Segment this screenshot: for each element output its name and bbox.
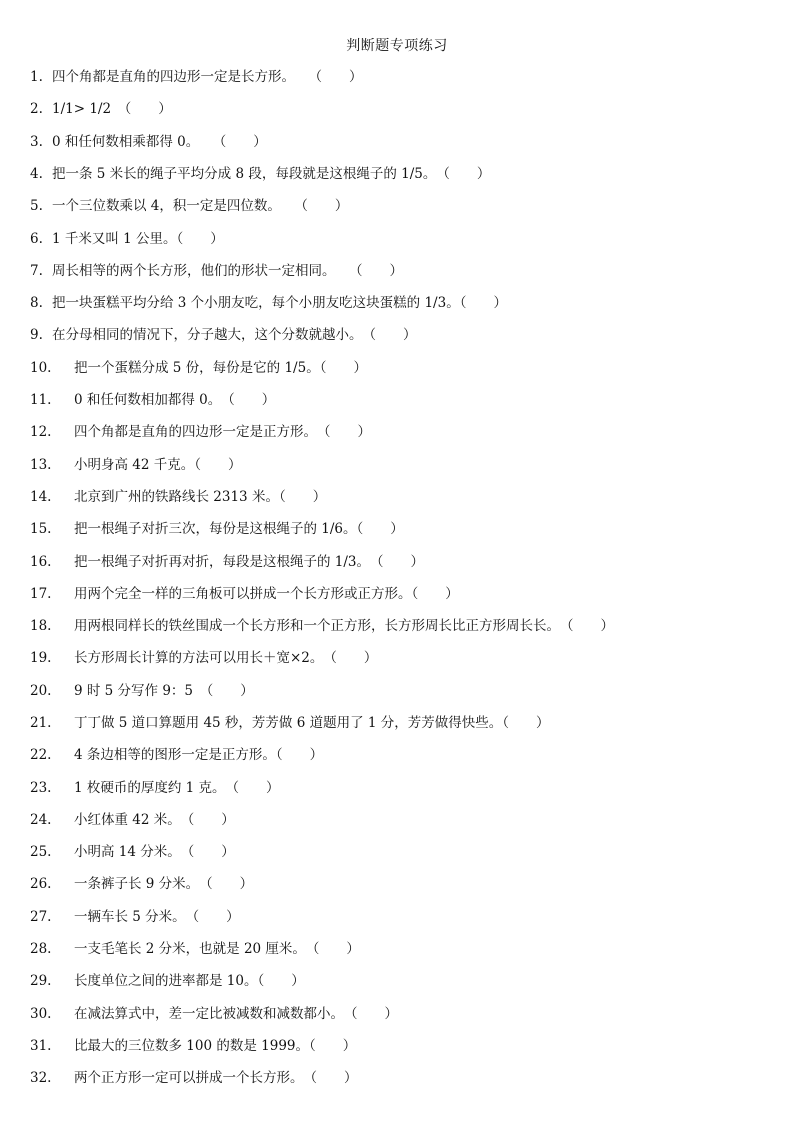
question-number: 6. — [30, 231, 43, 247]
question-text: 北京到广州的铁路线长 2313 米。（ ） — [74, 489, 327, 505]
question-text: 一支毛笔长 2 分米，也就是 20 厘米。 （ ） — [74, 941, 360, 957]
question-text: 比最大的三位数多 100 的数是 1999。（ ） — [74, 1038, 357, 1054]
question-text: 长度单位之间的进率都是 10。（ ） — [74, 973, 305, 989]
question-number: 21. — [30, 715, 52, 731]
question-number: 30. — [30, 1006, 52, 1022]
question-text: 把一根绳子对折三次，每份是这根绳子的 1/6。（ ） — [74, 521, 404, 537]
question-number: 26. — [30, 876, 52, 892]
question-number: 10. — [30, 360, 52, 376]
question-text: 在分母相同的情况下，分子越大，这个分数就越小。 （ ） — [52, 327, 417, 343]
question-number: 4. — [30, 166, 43, 182]
question-number: 8. — [30, 295, 43, 311]
question-number: 17. — [30, 586, 52, 602]
question-text: 9 时 5 分写作 9：5 （ ） — [74, 683, 254, 699]
question-text: 一辆车长 5 分米。 （ ） — [74, 909, 240, 925]
question-number: 14. — [30, 489, 52, 505]
question-text: 1 千米又叫 1 公里。（ ） — [52, 231, 224, 247]
question-number: 25. — [30, 844, 52, 860]
question-number: 12. — [30, 424, 52, 440]
question-text: 四个角都是直角的四边形一定是长方形。 （ ） — [52, 69, 363, 85]
question-number: 15. — [30, 521, 52, 537]
question-number: 22. — [30, 747, 52, 763]
question-number: 31. — [30, 1038, 52, 1054]
question-number: 5. — [30, 198, 43, 214]
question-text: 1/1> 1/2 （ ） — [52, 101, 172, 117]
question-number: 24. — [30, 812, 52, 828]
question-text: 把一块蛋糕平均分给 3 个小朋友吃，每个小朋友吃这块蛋糕的 1/3。（ ） — [52, 295, 507, 311]
question-number: 1. — [30, 69, 43, 85]
page-title: 判断题专项练习 — [346, 38, 448, 54]
question-text: 两个正方形一定可以拼成一个长方形。 （ ） — [74, 1070, 358, 1086]
question-text: 小红体重 42 米。 （ ） — [74, 812, 235, 828]
question-text: 四个角都是直角的四边形一定是正方形。 （ ） — [74, 424, 371, 440]
question-number: 2. — [30, 101, 43, 117]
question-text: 把一个蛋糕分成 5 份，每份是它的 1/5。（ ） — [74, 360, 367, 376]
question-number: 23. — [30, 780, 52, 796]
question-number: 13. — [30, 457, 52, 473]
question-text: 0 和任何数相加都得 0。 （ ） — [74, 392, 276, 408]
question-number: 27. — [30, 909, 52, 925]
question-text: 用两个完全一样的三角板可以拼成一个长方形或正方形。（ ） — [74, 586, 459, 602]
question-text: 4 条边相等的图形一定是正方形。（ ） — [74, 747, 324, 763]
question-number: 7. — [30, 263, 43, 279]
question-number: 18. — [30, 618, 52, 634]
question-number: 29. — [30, 973, 52, 989]
question-number: 9. — [30, 327, 43, 343]
question-text: 小明身高 42 千克。（ ） — [74, 457, 242, 473]
question-text: 一条裤子长 9 分米。 （ ） — [74, 876, 254, 892]
question-number: 32. — [30, 1070, 52, 1086]
question-number: 28. — [30, 941, 52, 957]
question-text: 长方形周长计算的方法可以用长＋宽×2。 （ ） — [74, 650, 378, 666]
question-number: 3. — [30, 134, 43, 150]
question-text: 把一根绳子对折再对折，每段是这根绳子的 1/3。 （ ） — [74, 554, 425, 570]
question-text: 把一条 5 米长的绳子平均分成 8 段，每段就是这根绳子的 1/5。 （ ） — [52, 166, 491, 182]
question-text: 小明高 14 分米。 （ ） — [74, 844, 235, 860]
question-text: 周长相等的两个长方形，他们的形状一定相同。 （ ） — [52, 263, 403, 279]
question-text: 在减法算式中，差一定比被减数和减数都小。 （ ） — [74, 1006, 398, 1022]
question-number: 20. — [30, 683, 52, 699]
question-text: 用两根同样长的铁丝围成一个长方形和一个正方形，长方形周长比正方形周长长。 （ ） — [74, 618, 614, 634]
question-number: 16. — [30, 554, 52, 570]
question-text: 1 枚硬币的厚度约 1 克。 （ ） — [74, 780, 280, 796]
question-text: 丁丁做 5 道口算题用 45 秒，芳芳做 6 道题用了 1 分，芳芳做得快些。（ ） — [74, 715, 550, 731]
question-text: 0 和任何数相乘都得 0。 （ ） — [52, 134, 267, 150]
question-number: 11. — [30, 392, 52, 408]
question-text: 一个三位数乘以 4，积一定是四位数。 （ ） — [52, 198, 349, 214]
question-number: 19. — [30, 650, 52, 666]
